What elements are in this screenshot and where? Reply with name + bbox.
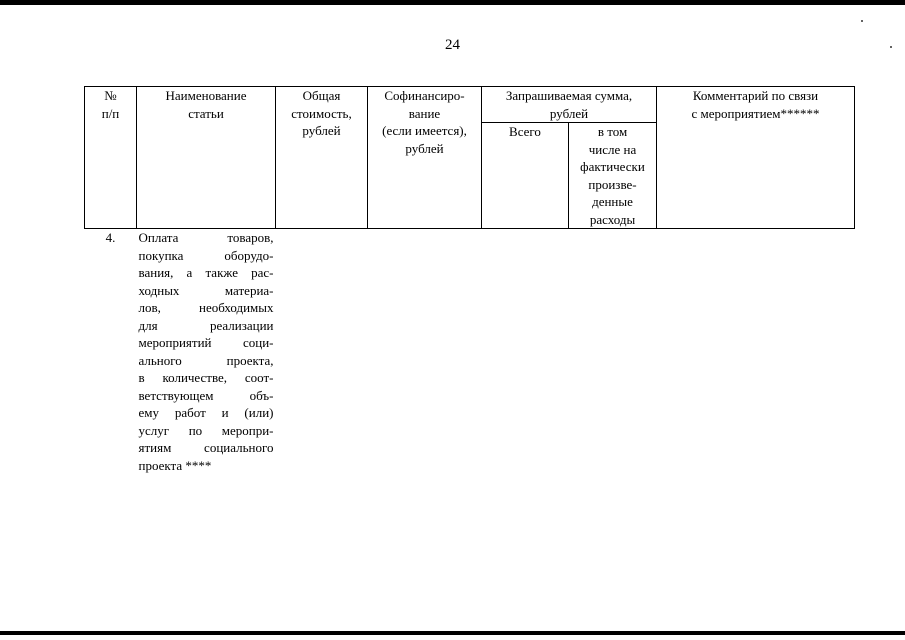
scan-speck (861, 20, 863, 22)
header-comment: Комментарий по связи с мероприятием****** (657, 87, 855, 229)
budget-table (84, 86, 855, 474)
row-description: Оплата товаров, покупка оборудо- вания, а также рас- ходных материа- лов, необходимых для реализации мероприятий соци- ального проекта, в количестве, соот- ветствующем объ- ему работ и (или) услуг по меропри- ятиям социального проекта **** (138, 230, 274, 473)
scan-border-bottom (0, 631, 905, 635)
table-row (85, 229, 855, 475)
header-requested-sum: Запрашиваемая сумма, рублей (482, 87, 657, 123)
header-requested-total: Всего (482, 123, 569, 229)
page-number: 24 (445, 37, 460, 53)
header-num: № п/п (85, 87, 137, 229)
header-requested-actual: в том числе на фактически произве- денные расходы (569, 123, 657, 229)
scan-border-top (0, 0, 905, 5)
header-row-top (85, 87, 855, 123)
header-cofinancing: Софинансиро- вание (если имеется), рублей (368, 87, 482, 229)
row-num: 4. (105, 230, 116, 245)
header-total-cost: Общая стоимость, рублей (276, 87, 368, 229)
header-name: Наименование статьи (137, 87, 276, 229)
